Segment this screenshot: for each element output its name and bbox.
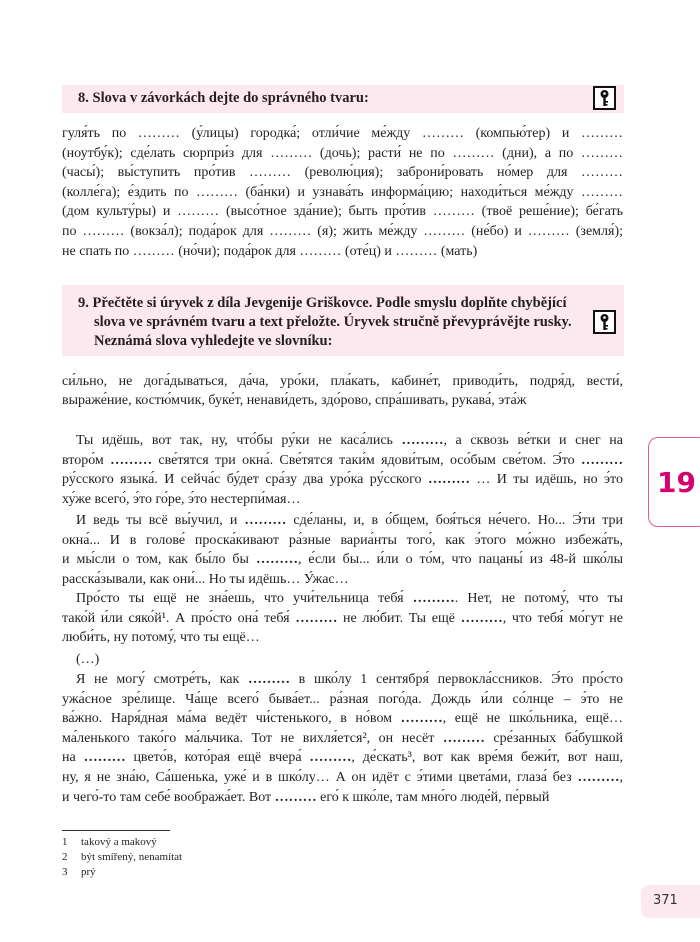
footnote xyxy=(62,835,157,850)
text-line: И ведь ты всё вы́учил, и ……… сде́ланы, и, в о́бщем, боя́ться не́чего. Но... Э́ти три xyxy=(76,513,623,528)
text-line: ру́сского языка́. И сейча́с бу́дет сра́зу два уро́ка ру́сского ……… … И ты идёшь, но э́то xyxy=(62,472,623,488)
text-line: второ́м ……… све́тятся три окна́. Све́тятся таки́м ядови́тым, осо́бым све́том. Э́то ……… xyxy=(62,452,623,468)
text-line: ху́же всего́, э́то го́ре, э́то нестерпи́мая… xyxy=(62,491,301,507)
text-line: ма́ленького тако́го ма́льчика. Тот не вихля́ется², он несёт ……… сре́занных ба́бушкой xyxy=(62,730,623,746)
footnote-divider xyxy=(62,830,170,831)
footnote-text: být smířený, nenamítat xyxy=(81,851,183,863)
exercise-8-text xyxy=(62,124,623,261)
text-line: по ……… (вокза́л); пода́рок для ……… (я); жить ме́жду ……… (не́бо) и ……… (земля́); xyxy=(62,223,623,239)
heading-line: Neznámá slova vyhledejte ve slovníku: xyxy=(94,333,333,349)
footnote xyxy=(62,865,96,880)
page-number: 371 xyxy=(653,893,678,908)
text-line: гуля́ть по ……… (у́лицы) городка́; отли́чие ме́жду ……… (компью́тер) и ……… xyxy=(62,126,623,141)
text-line: на ……… цвето́в, кото́рая ещё вчера́ ………, де́скать³, вот как вре́мя бежи́т, вот наш, xyxy=(62,750,623,766)
page-number-box xyxy=(641,885,700,918)
text-line: и мы́сли о том, как бы́ло бы ………, е́сли бы... и́ли о то́м, что пацаны́ из 48-й шко́лы xyxy=(62,552,623,568)
text-line: ну, я не зна́ю, Са́шенька, уже́ и в шко́лу… А он идёт с э́тими цвета́ми, глаза́ без ………, xyxy=(62,769,623,785)
passage-paragraph xyxy=(62,431,623,509)
text-line: расска́зывали, как они́... Но ты идёшь… У́жас… xyxy=(62,571,349,587)
passage-paragraph xyxy=(62,511,623,589)
exercise-9-heading xyxy=(78,294,572,351)
footnote xyxy=(62,850,182,865)
text-line: (часы́); вы́ступить про́тив ……… (револю́ция); заброни́ровать но́мер для ……… xyxy=(62,165,623,181)
text-line: (…) xyxy=(76,652,100,667)
text-line: Я не могу́ смотре́ть, как ……… в шко́лу 1 сентября́ первокла́ссников. Э́то про́сто xyxy=(76,672,623,687)
chapter-number: 19 xyxy=(657,466,696,499)
footnote-text: prý xyxy=(81,866,96,878)
word-list-line: си́льно, не дога́дываться, да́ча, уро́ки, пла́кать, кабине́т, приводи́ть, подря́д, вести́, xyxy=(62,374,623,389)
chapter-tab xyxy=(648,437,700,527)
passage-ellipsis xyxy=(62,650,623,670)
text-line: ужа́сное зре́лище. Ча́ще всего́ быва́ет... ра́зная пого́да. Дождь и́ли со́лнце – э́то не xyxy=(62,691,623,707)
exercise-8-heading: 8. Slova v závorkách dejte do správného tvaru: xyxy=(78,90,369,106)
footnote-text: takový a makový xyxy=(81,836,157,848)
text-line: не спать по ……… (но́чи); пода́рок для ……… (оте́ц) и ……… (мать) xyxy=(62,243,478,259)
text-line: (ноутбу́к); сде́лать сюрпри́з для ……… (дочь); расти́ не по ……… (дни), а по ……… xyxy=(62,145,623,161)
word-list xyxy=(62,373,623,410)
footnote-number: 1 xyxy=(62,836,68,848)
key-icon xyxy=(593,86,616,110)
text-line: тако́й и́ли сяко́й¹. А про́сто она́ тебя́ ……… не лю́бит. Ты ещё ………, что тебя́ мо́гут не xyxy=(62,610,623,626)
heading-line: slova ve správném tvaru a text přeložte. Úryvek stručně převyprávějte rusky. xyxy=(94,314,572,330)
text-line: Про́сто ты ещё не зна́ешь, что учи́тельница тебя́ ………. Нет, не потому́, что ты xyxy=(76,591,624,606)
footnote-number: 3 xyxy=(62,866,68,878)
passage-paragraph xyxy=(62,670,623,807)
text-line: ва́жно. Наря́дная ма́ма ведёт чи́стенького, в но́вом ………, ещё не шко́льника, ещё… xyxy=(62,711,623,727)
heading-line: 9. Přečtěte si úryvek z díla Jevgenije Griškovce. Podle smyslu doplňte chybějící xyxy=(78,295,567,311)
word-list-line: выраже́ние, костю́мчик, буке́т, ненави́деть, здо́рово, спра́шивать, рукава́, эта́ж xyxy=(62,392,527,408)
footnote-number: 2 xyxy=(62,851,68,863)
text-line: люби́ть, ну потому́, что ты ещё… xyxy=(62,630,260,646)
text-line: (колле́га); е́здить по ……… (ба́нки) и узнава́ть информа́цию; находи́ться ме́жду ……… xyxy=(62,184,623,200)
passage-paragraph xyxy=(62,589,623,648)
text-line: и чего́-то там себе́ вообража́ет. Вот ……… его́ к шко́ле, там мно́го люде́й, пе́рвый xyxy=(62,789,550,805)
text-line: окна́... И в голове́ проска́кивают ра́зные вариа́нты того́, как э́того мо́жно избежа́ть, xyxy=(62,532,623,548)
text-line: Ты идёшь, вот так, ну, что́бы ру́ки не каса́лись ………, а сквозь ве́тки и снег на xyxy=(76,433,623,448)
key-icon xyxy=(593,310,616,334)
text-line: (дом культу́ры) и ……… (высо́тное зда́ние); быть про́тив ……… (твоё реше́ние); бе́гать xyxy=(62,204,623,220)
